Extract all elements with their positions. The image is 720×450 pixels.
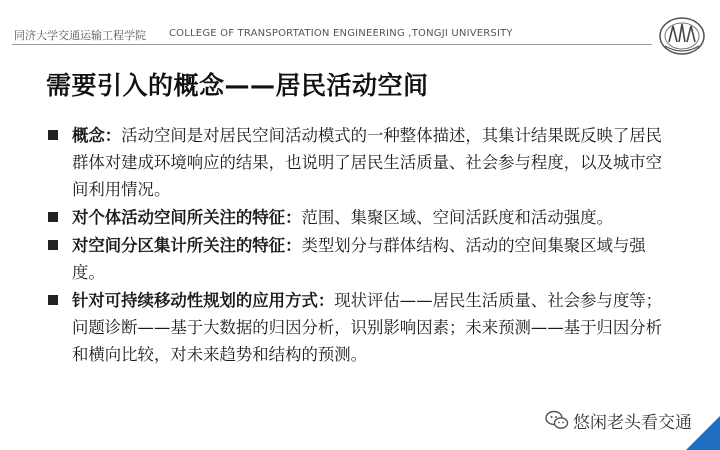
bullet-concept [46, 122, 666, 203]
bullet-key: 对个体活动空间所关注的特征： [72, 208, 302, 227]
bullet-list [46, 122, 666, 369]
bullet-application [46, 287, 666, 368]
school-name-en: COLLEGE OF TRANSPORTATION ENGINEERING ,TONGJI UNIVERSITY [169, 28, 513, 39]
header-divider [12, 44, 652, 45]
bullet-zone-features [46, 232, 666, 286]
bullet-key: 对空间分区集计所关注的特征： [72, 236, 302, 255]
bullet-square-icon [48, 295, 58, 305]
bullet-square-icon [48, 240, 58, 250]
school-name-cn: 同济大学交通运输工程学院 [14, 29, 146, 42]
bullet-text: 类型划分与群体结构、活动的空间集聚区域与强度。 [72, 236, 646, 282]
bullet-text: 活动空间是对居民空间活动模式的一种整体描述，其集计结果既反映了居民群体对建成环境响应的结果，也说明了居民生活质量、社会参与程度，以及城市空间利用情况。 [72, 126, 663, 199]
wechat-icon [545, 409, 569, 431]
bullet-individual-features [46, 204, 666, 231]
bullet-key: 概念： [72, 126, 122, 145]
bullet-square-icon [48, 212, 58, 222]
bullet-text: 范围、集聚区域、空间活跃度和活动强度。 [301, 208, 613, 227]
watermark-text: 悠闲老头看交通 [573, 412, 692, 433]
bullet-square-icon [48, 130, 58, 140]
slide-title: 需要引入的概念——居民活动空间 [46, 71, 429, 100]
watermark [545, 408, 692, 432]
slide-header [0, 0, 720, 44]
tongji-seal-icon [655, 12, 709, 58]
corner-accent [686, 416, 720, 450]
bullet-text: 现状评估——居民生活质量、社会参与度等；问题诊断——基于大数据的归因分析，识别影响因素；未来预测——基于归因分析和横向比较，对未来趋势和结构的预测。 [72, 291, 663, 364]
bullet-key: 针对可持续移动性规划的应用方式： [72, 291, 335, 310]
